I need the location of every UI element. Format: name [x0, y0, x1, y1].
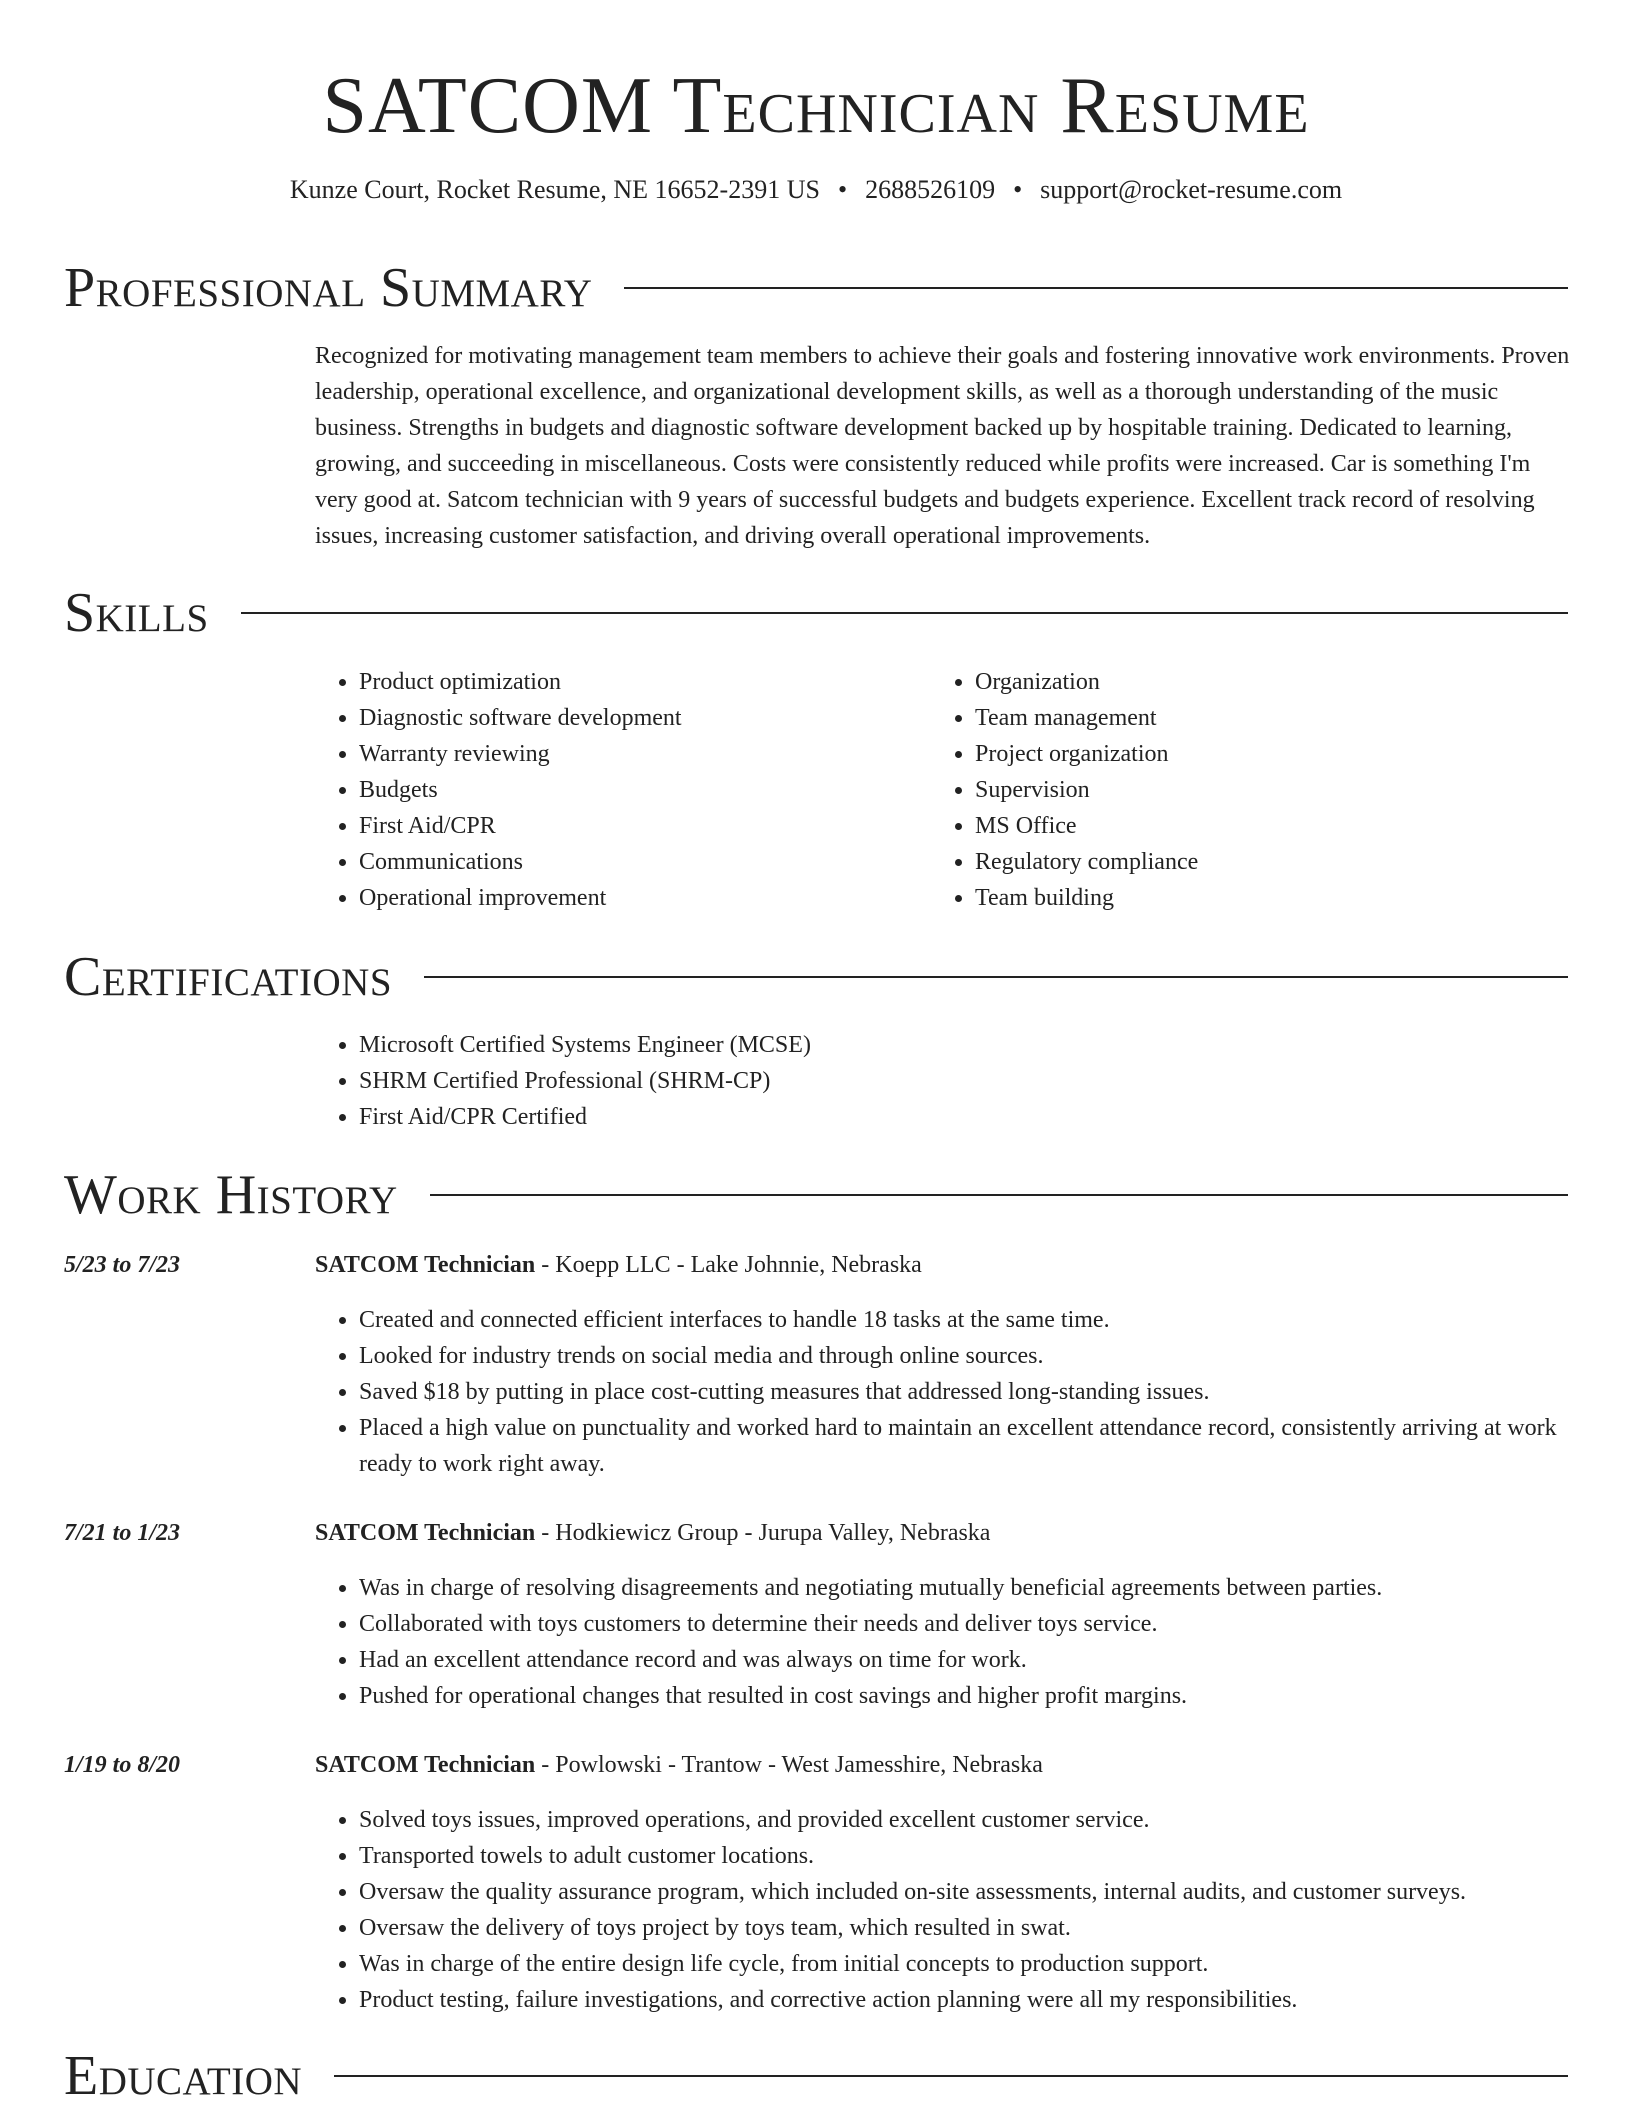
job-heading: [315, 1248, 1571, 1282]
section-title: Professional Summary: [64, 257, 593, 319]
section-title: Skills: [64, 582, 209, 644]
section-divider: [334, 2075, 1568, 2077]
contact-separator: •: [1013, 175, 1023, 204]
certification-item: • First Aid/CPR Certified: [359, 1099, 1571, 1135]
job-bullet: • Was in charge of resolving disagreements and negotiating mutually beneficial agreements between parties.: [359, 1570, 1571, 1606]
section-divider: [430, 1194, 1568, 1196]
contact-line: [0, 174, 1632, 206]
skill-item: • Team management: [975, 700, 1531, 736]
job-responsibilities: [315, 1570, 1571, 1714]
certification-item: • Microsoft Certified Systems Engineer (MCSE): [359, 1027, 1571, 1063]
job-responsibilities: [315, 1302, 1571, 1482]
skill-item: • Regulatory compliance: [975, 844, 1531, 880]
skill-item: • Communications: [359, 844, 915, 880]
job-bullet: • Solved toys issues, improved operations, and provided excellent customer service.: [359, 1802, 1571, 1838]
certifications-list: [315, 1027, 1571, 1135]
job-employer: - Hodkiewicz Group - Jurupa Valley, Nebraska: [535, 1520, 991, 1546]
section-title: Education: [64, 2045, 303, 2107]
job-bullet: • Collaborated with toys customers to determine their needs and deliver toys service.: [359, 1606, 1571, 1642]
job-bullet: • Product testing, failure investigations, and corrective action planning were all my responsibilities.: [359, 1982, 1571, 2018]
job-employer: - Koepp LLC - Lake Johnnie, Nebraska: [535, 1252, 922, 1278]
section-header-work-history: [64, 1163, 1568, 1227]
skill-item: • Operational improvement: [359, 880, 915, 916]
job-bullet: • Created and connected efficient interfaces to handle 18 tasks at the same time.: [359, 1302, 1571, 1338]
job-employer: - Powlowski - Trantow - West Jamesshire, Nebraska: [535, 1752, 1043, 1778]
skill-item: • Supervision: [975, 772, 1531, 808]
contact-email[interactable]: support@rocket-resume.com: [1040, 175, 1343, 204]
section-divider: [424, 976, 1568, 978]
job-bullet: • Looked for industry trends on social media and through online sources.: [359, 1338, 1571, 1374]
skill-item: • Product optimization: [359, 664, 915, 700]
job-heading: [315, 1748, 1571, 1782]
section-header-skills: [64, 581, 1568, 645]
job-dates: 5/23 to 7/23: [64, 1252, 181, 1278]
section-divider: [241, 612, 1568, 614]
section-title: Certifications: [64, 946, 393, 1008]
skill-item: • Project organization: [975, 736, 1531, 772]
skill-item: • Warranty reviewing: [359, 736, 915, 772]
section-header-education: [64, 2044, 1568, 2108]
job-bullet: • Had an excellent attendance record and was always on time for work.: [359, 1642, 1571, 1678]
contact-separator: •: [837, 175, 848, 204]
skill-item: • Organization: [975, 664, 1531, 700]
section-header-summary: [64, 256, 1568, 320]
skills-column-left: [315, 664, 915, 916]
job-role: SATCOM Technician: [315, 1252, 536, 1278]
job-bullet: • Placed a high value on punctuality and worked hard to maintain an excellent attendance record, consistently arriving at work ready to work right away.: [359, 1410, 1571, 1482]
job-bullet: • Saved $18 by putting in place cost-cutting measures that addressed long-standing issues.: [359, 1374, 1571, 1410]
resume-title: SATCOM Technician Resume: [322, 62, 1310, 150]
skills-column-right: [931, 664, 1531, 916]
job-heading: [315, 1516, 1571, 1550]
job-role: SATCOM Technician: [315, 1752, 536, 1778]
skill-item: • MS Office: [975, 808, 1531, 844]
section-header-certifications: [64, 945, 1568, 1009]
job-bullet: • Transported towels to adult customer locations.: [359, 1838, 1571, 1874]
summary-text: Recognized for motivating management team members to achieve their goals and fostering innovative work environments. Proven leadership, operational excellence, and organizational development skills, as well as a thorough understanding of the music business. Strengths in budgets and diagnostic software development backed up by hospitable training. Dedicated to learning, growing, and succeeding in miscellaneous. Costs were consistently reduced while profits were increased. Car is something I'm very good at. Satcom technician with 9 years of successful budgets and budgets experience. Excellent track record of resolving issues, increasing customer satisfaction, and driving overall operational improvements.: [315, 343, 1570, 549]
job-bullet: • Pushed for operational changes that resulted in cost savings and higher profit margins.: [359, 1678, 1571, 1714]
certification-item: • SHRM Certified Professional (SHRM-CP): [359, 1063, 1571, 1099]
skill-item: • Team building: [975, 880, 1531, 916]
section-divider: [624, 287, 1568, 289]
skill-item: • Budgets: [359, 772, 915, 808]
contact-address: Kunze Court, Rocket Resume, NE 16652-2391 US: [289, 175, 820, 204]
skill-item: • First Aid/CPR: [359, 808, 915, 844]
job-dates: 1/19 to 8/20: [64, 1752, 181, 1778]
section-title: Work History: [64, 1164, 398, 1226]
job-bullet: • Oversaw the quality assurance program, which included on-site assessments, internal audits, and customer surveys.: [359, 1874, 1571, 1910]
job-responsibilities: [315, 1802, 1571, 2018]
contact-phone: 2688526109: [865, 175, 996, 204]
skill-item: • Diagnostic software development: [359, 700, 915, 736]
job-dates: 7/21 to 1/23: [64, 1520, 181, 1546]
job-bullet: • Oversaw the delivery of toys project by toys team, which resulted in swat.: [359, 1910, 1571, 1946]
job-bullet: • Was in charge of the entire design life cycle, from initial concepts to production support.: [359, 1946, 1571, 1982]
job-role: SATCOM Technician: [315, 1520, 536, 1546]
